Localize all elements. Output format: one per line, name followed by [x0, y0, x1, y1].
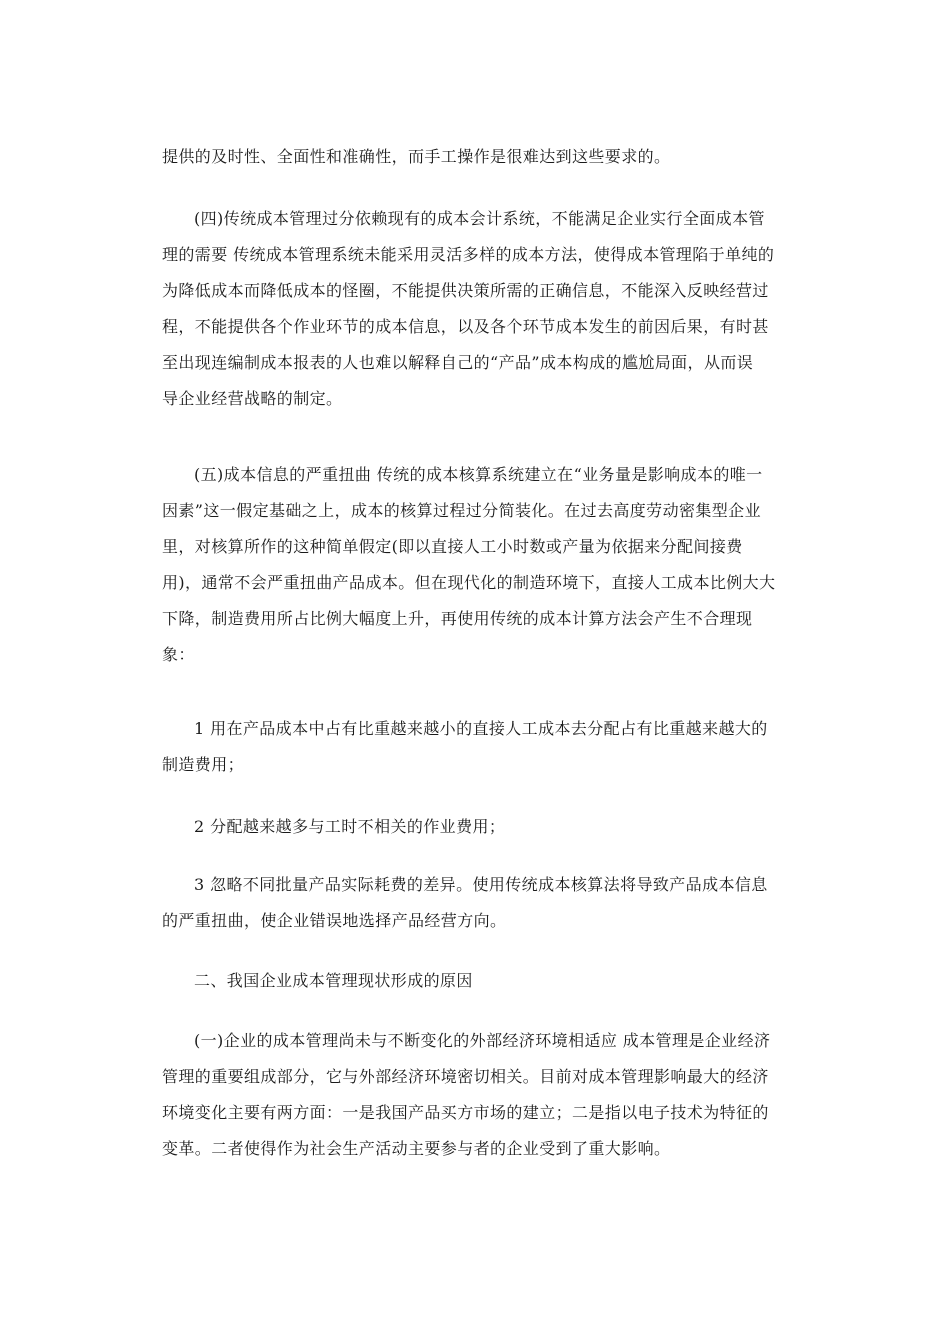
text-line: (五)成本信息的严重扭曲 传统的成本核算系统建立在“业务量是影响成本的唯一 [194, 465, 763, 484]
text-line: (四)传统成本管理过分依赖现有的成本会计系统，不能满足企业实行全面成本管 [194, 209, 765, 228]
text-line: 提供的及时性、全面性和准确性，而手工操作是很难达到这些要求的。 [162, 147, 671, 166]
text-line: 程，不能提供各个作业环节的成本信息，以及各个环节成本发生的前因后果，有时甚 [162, 317, 769, 336]
list-item-3: 3 忽略不同批量产品实际耗费的差异。使用传统成本核算法将导致产品成本信息 [194, 875, 768, 894]
list-item-3-cont: 的严重扭曲，使企业错误地选择产品经营方向。 [162, 911, 507, 930]
text-line: 至出现连编制成本报表的人也难以解释自己的“产品”成本构成的尴尬局面，从而误 [162, 353, 754, 372]
text-line: 用)，通常不会严重扭曲产品成本。但在现代化的制造环境下，直接人工成本比例大大 [162, 573, 776, 592]
text-line: 因素”这一假定基础之上，成本的核算过程过分简装化。在过去高度劳动密集型企业 [162, 501, 761, 520]
text-line: 导企业经营战略的制定。 [162, 389, 343, 408]
list-item-2: 2 分配越来越多与工时不相关的作业费用； [194, 817, 506, 836]
list-item-1: 1 用在产品成本中占有比重越来越小的直接人工成本去分配占有比重越来越大的 [194, 719, 768, 738]
text-line: 环境变化主要有两方面：一是我国产品买方市场的建立；二是指以电子技术为特征的 [162, 1103, 769, 1122]
text-line: 理的需要 传统成本管理系统未能采用灵活多样的成本方法，使得成本管理陷于单纯的 [162, 245, 775, 264]
text-line: 变革。二者使得作为社会生产活动主要参与者的企业受到了重大影响。 [162, 1139, 671, 1158]
section-heading: 二、我国企业成本管理现状形成的原因 [194, 971, 473, 990]
text-line: 象： [162, 645, 195, 664]
text-line: (一)企业的成本管理尚未与不断变化的外部经济环境相适应 成本管理是企业经济 [194, 1031, 771, 1050]
list-item-1-cont: 制造费用； [162, 755, 245, 774]
text-line: 下降，制造费用所占比例大幅度上升，再使用传统的成本计算方法会产生不合理现 [162, 609, 753, 628]
text-line: 里，对核算所作的这种简单假定(即以直接人工小时数或产量为依据来分配间接费 [162, 537, 743, 556]
text-line: 为降低成本而降低成本的怪圈，不能提供决策所需的正确信息，不能深入反映经营过 [162, 281, 769, 300]
text-line: 管理的重要组成部分，它与外部经济环境密切相关。目前对成本管理影响最大的经济 [162, 1067, 769, 1086]
